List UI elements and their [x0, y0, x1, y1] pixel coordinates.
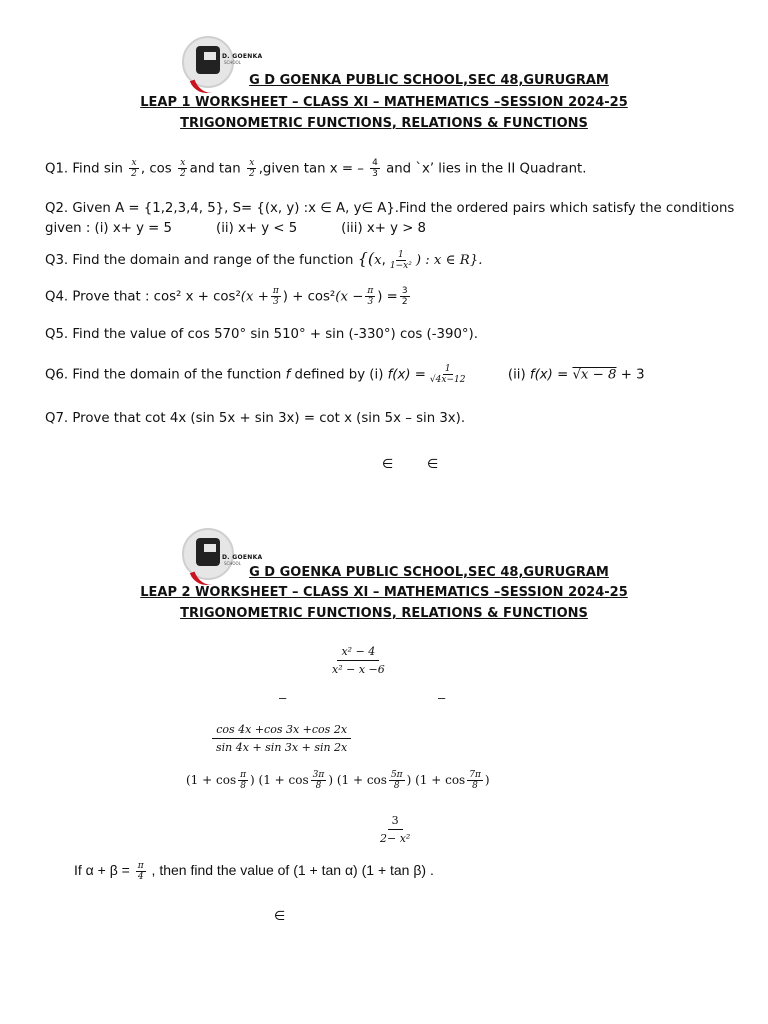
logo-subtext: SCHOOL [224, 561, 241, 566]
school-name: G D GOENKA PUBLIC SCHOOL,SEC 48,GURUGRAM [249, 73, 609, 88]
stray-symbol: ∈ [274, 909, 286, 924]
logo-subtext: SCHOOL [224, 60, 241, 65]
worksheet-title: LEAP 2 WORKSHEET – CLASS XI – MATHEMATICS –SESSION 2024-25 [140, 585, 628, 600]
fraction: $\frac{3}{2}$ [401, 286, 408, 307]
stray-symbol: ∈ [382, 457, 394, 472]
fraction: $\frac{3\pi}{8}$ [312, 770, 325, 791]
stray-symbol: ∈ [427, 457, 439, 472]
fraction: $\frac{4}{3}$ [372, 158, 378, 179]
stray-dash: – [279, 690, 287, 705]
expression-3: (1 + cos $\frac{\pi}{8}$ ) (1 + cos $\frac{3\pi}{8}$ ) (1 + cos $\frac{5\pi}{8}$ ) (1 + cos $\frac{7\pi}{8}$ ) [186, 770, 490, 791]
fraction: $\frac{\pi}{4}$ [137, 861, 144, 882]
expression-1: $\frac{\text{x² − 4}}{\text{x² − x −6}}$ [332, 645, 385, 676]
question-4: Q4. Prove that : cos² x + cos²(x + $\frac{\pi}{3}$ ) + cos²(x − $\frac{\pi}{3}$ ) = $\frac{3}{2}$ [45, 286, 408, 307]
expression-2: $\frac{\cos 4x +\cos 3x +\cos 2x}{\sin 4x + \sin 3x + \sin 2x}$ [212, 723, 351, 754]
question-2-line-2: given : (i) x+ y = 5 (ii) x+ y < 5 (iii) x+ y > 8 [45, 221, 427, 236]
logo-g-icon [196, 538, 220, 566]
stray-dash: – [438, 690, 446, 705]
worksheet-topic: TRIGONOMETRIC FUNCTIONS, RELATIONS & FUNCTIONS [180, 116, 588, 131]
fraction: $\frac{1}{\text{1−x²}}$ [389, 249, 412, 271]
fraction: $\frac{x}{2}$ [131, 158, 137, 179]
fraction: $\frac{1}{√4x-12}$ [429, 364, 466, 385]
fraction: $\frac{x}{2}$ [248, 158, 255, 179]
question-3: Q3. Find the domain and range of the function {(x, $\frac{1}{\text{1−x²}}$ ) : x ∈ R}. [45, 249, 483, 271]
question-2-line-1: Q2. Given A = {1,2,3,4, 5}, S= {(x, y) :x ∈ A, y∈ A}.Find the ordered pairs which satisfy the conditions [45, 201, 735, 216]
fraction: $\frac{x}{2}$ [179, 158, 186, 179]
logo-text: D. GOENKA [222, 554, 263, 561]
question-last: If α + β = $\frac{\pi}{4}$ , then find the value of (1 + tan α) (1 + tan β) . [74, 861, 434, 882]
logo-text: D. GOENKA [222, 53, 263, 60]
fraction: $\frac{\pi}{8}$ [240, 770, 247, 791]
fraction: $\frac{7\pi}{8}$ [469, 770, 481, 791]
question-5: Q5. Find the value of cos 570° sin 510° + sin (-330°) cos (-390°). [45, 327, 478, 342]
fraction: $\frac{\pi}{3}$ [272, 286, 279, 307]
question-1: Q1. Find sin $\frac{x}{2}$ , cos $\frac{x}{2}$ and tan $\frac{x}{2}$ ,given tan x = – $\frac{4}{3}$ and `x’ lies in the II Quadrant. [45, 158, 587, 179]
expression-4: $\frac{3}{\text{2− x²}}$ [380, 814, 411, 845]
school-name: G D GOENKA PUBLIC SCHOOL,SEC 48,GURUGRAM [249, 565, 609, 580]
fraction: $\frac{\pi}{3}$ [367, 286, 374, 307]
worksheet-title: LEAP 1 WORKSHEET – CLASS XI – MATHEMATICS –SESSION 2024-25 [140, 95, 628, 110]
worksheet-topic: TRIGONOMETRIC FUNCTIONS, RELATIONS & FUNCTIONS [180, 606, 588, 621]
logo-g-icon [196, 46, 220, 74]
question-6: Q6. Find the domain of the function f defined by (i) f(x) = $\frac{1}{√4x-12}$ (ii) f(x) = √x − 8 + 3 [45, 364, 645, 385]
fraction: $\frac{5\pi}{8}$ [390, 770, 403, 791]
question-7: Q7. Prove that cot 4x (sin 5x + sin 3x) = cot x (sin 5x – sin 3x). [45, 411, 466, 426]
